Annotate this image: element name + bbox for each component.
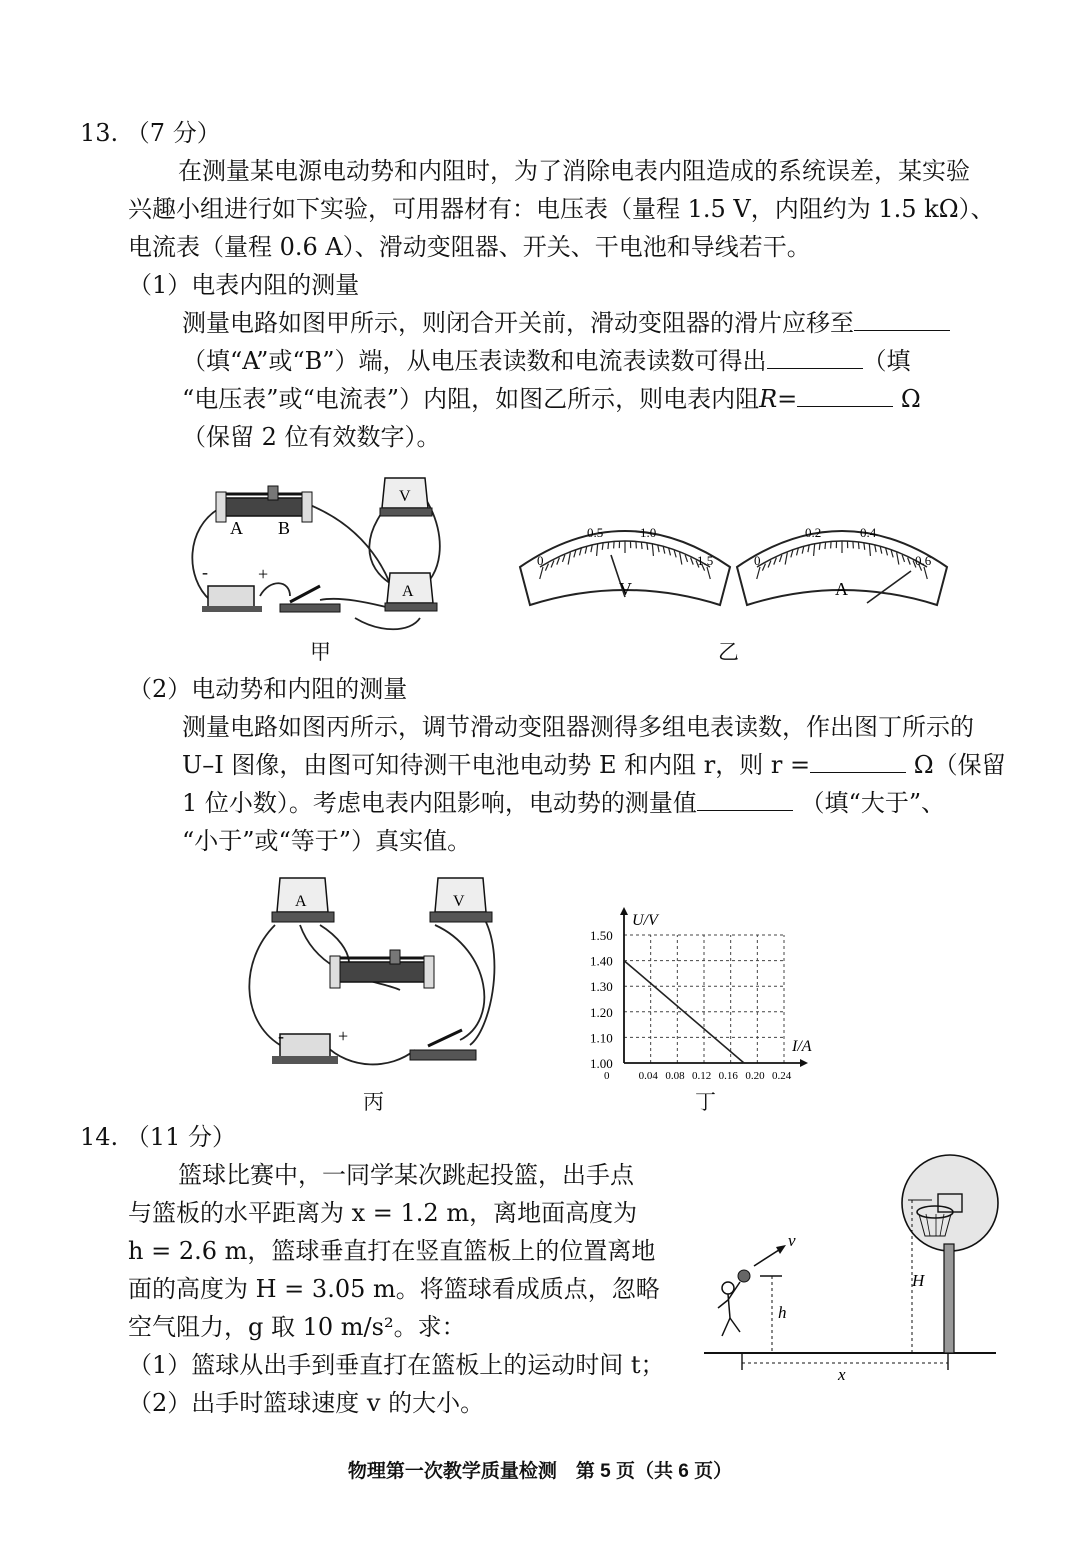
y-tick-label: 1.10	[590, 1030, 613, 1046]
q13-part1-text-3a: “电压表”或“电流表”）内阻，如图乙所示，则电表内阻	[182, 385, 760, 413]
v-tick-1.0: 1.0	[640, 525, 657, 540]
answer-blank-4[interactable]	[810, 771, 906, 773]
dial-tick	[641, 542, 642, 549]
a-tick-0.6: 0.6	[915, 553, 932, 568]
y-tick-label: 1.20	[590, 1004, 613, 1020]
q13-part2-text-3a: 1 位小数）。考虑电表内阻影响，电动势的测量值	[182, 789, 697, 817]
player-figure	[718, 1282, 740, 1336]
q13-part1-line-1	[182, 304, 950, 342]
q13-part2-text-2a: U–I 图像，由图可知待测干电池电动势 E 和内阻 r，则 r =	[182, 751, 811, 779]
a-tick-0.4: 0.4	[860, 525, 877, 540]
a-tick-0: 0	[754, 553, 761, 568]
battery-negative: -	[202, 562, 208, 582]
x-axis-label: I/A	[792, 1038, 812, 1055]
answer-blank-5[interactable]	[697, 809, 793, 811]
voltmeter-letter: V	[399, 488, 411, 505]
dial-tick	[858, 542, 859, 549]
v-tick-0.5: 0.5	[587, 525, 604, 540]
q13-part1-text-2a: （填“A”或“B”）端，从电压表读数和电流表读数可得出	[182, 347, 767, 375]
y-tick-label: 1.30	[590, 979, 613, 995]
caption-yi: 乙	[718, 640, 739, 664]
q14-line-4: 面的高度为 H = 3.05 m。将篮球看成质点，忽略	[128, 1275, 660, 1303]
label-x: x	[838, 1365, 846, 1384]
q14-line-5: 空气阻力，g 取 10 m/s²。求：	[128, 1313, 466, 1341]
ammeter-dial-letter: A	[835, 579, 848, 599]
q14-header: 14. （11 分）	[80, 1123, 236, 1151]
x-tick-label: 0.08	[665, 1070, 685, 1082]
ui-graph-ding	[580, 905, 830, 1090]
q13-part1-title: （1）电表内阻的测量	[128, 271, 360, 299]
ammeter-letter: A	[402, 583, 414, 600]
q13-part2-text-3b: （填“大于”、	[800, 789, 946, 817]
resistance-var: R	[759, 385, 778, 413]
rheostat	[330, 950, 434, 988]
y-axis-label: U/V	[632, 912, 658, 929]
y-tick-label: 1.40	[590, 953, 613, 969]
q14-sub-2: （2）出手时篮球速度 v 的大小。	[128, 1389, 485, 1417]
rheostat	[216, 486, 312, 522]
backboard	[902, 1155, 998, 1251]
switch	[410, 1030, 476, 1060]
label-h: h	[778, 1303, 787, 1322]
label-H: H	[912, 1271, 925, 1290]
ohm-unit: Ω	[900, 385, 921, 413]
caption-jia: 甲	[310, 640, 331, 664]
caption-bing: 丙	[363, 1090, 384, 1114]
dial-tick	[825, 542, 826, 549]
y-tick-label: 1.50	[590, 928, 613, 943]
rheostat-end-a: A	[230, 518, 243, 538]
q13-part2-text-2b: Ω（保留	[913, 751, 1006, 779]
x-axis-arrow	[800, 1059, 808, 1067]
y-tick-label: 1.00	[590, 1056, 613, 1071]
pole	[944, 1244, 954, 1353]
q13-part2-line-2	[182, 746, 1006, 784]
q13-header: 13. （7 分）	[80, 119, 221, 147]
q13-part2-line-3	[182, 784, 945, 822]
q13-part1-line-3	[182, 380, 921, 418]
bing-battery-negative: -	[278, 1026, 284, 1046]
battery	[202, 586, 262, 612]
answer-blank-1[interactable]	[854, 329, 950, 331]
answer-blank-2[interactable]	[767, 367, 863, 369]
q13-part2-line-1: 测量电路如图丙所示，调节滑动变阻器测得多组电表读数，作出图丁所示的	[182, 713, 974, 741]
q14-line-2: 与篮板的水平距离为 x = 1.2 m，离地面高度为	[128, 1199, 638, 1227]
circuit-diagram-jia	[180, 468, 450, 638]
q14-sub-1: （1）篮球从出手到垂直打在篮板上的运动时间 t；	[128, 1351, 665, 1379]
y-axis-arrow	[620, 907, 628, 915]
label-v: v	[788, 1231, 796, 1250]
page-footer: 物理第一次教学质量检测 第 5 页（共 6 页）	[347, 1461, 733, 1482]
equals-sign: =	[777, 385, 798, 413]
battery-positive: +	[258, 564, 269, 584]
x-tick-label: 0.24	[772, 1070, 792, 1082]
bing-voltmeter-letter: V	[453, 893, 465, 910]
x-tick-label: 0.12	[692, 1070, 712, 1082]
x-tick-label: 0.20	[745, 1070, 765, 1082]
x-tick-label: 0	[604, 1070, 610, 1082]
meter-dials-yi	[515, 505, 955, 635]
q13-part1-line-2	[182, 342, 911, 380]
q13-part1-text-1: 测量电路如图甲所示，则闭合开关前，滑动变阻器的滑片应移至	[182, 309, 854, 337]
basketball-diagram	[700, 1148, 1000, 1384]
q13-intro-line-3: 电流表（量程 0.6 A）、滑动变阻器、开关、干电池和导线若干。	[128, 233, 811, 261]
x-tick-label: 0.16	[718, 1070, 738, 1082]
caption-ding: 丁	[695, 1090, 716, 1114]
q13-part2-line-4: “小于”或“等于”）真实值。	[182, 827, 472, 855]
velocity-arrow	[754, 1248, 782, 1266]
v-tick-0: 0	[537, 553, 544, 568]
x-tick-label: 0.04	[638, 1070, 658, 1082]
ball	[738, 1270, 750, 1282]
dial-tick	[608, 542, 609, 549]
a-tick-0.2: 0.2	[805, 525, 822, 540]
circuit-diagram-bing	[240, 870, 510, 1080]
bing-ammeter-letter: A	[295, 893, 307, 910]
q13-intro-line-2: 兴趣小组进行如下实验，可用器材有：电压表（量程 1.5 V，内阻约为 1.5 kΩ）、	[128, 195, 995, 223]
q13-intro-line-1: 在测量某电源电动势和内阻时，为了消除电表内阻造成的系统误差，某实验	[178, 157, 970, 185]
q13-part1-line-4: （保留 2 位有效数字）。	[182, 423, 441, 451]
q14-line-3: h = 2.6 m，篮球垂直打在竖直篮板上的位置离地	[128, 1237, 656, 1265]
rheostat-end-b: B	[278, 518, 291, 538]
q13-part1-text-2b: （填	[862, 347, 911, 375]
v-tick-1.5: 1.5	[697, 553, 714, 568]
bing-battery-positive: +	[338, 1026, 349, 1046]
q14-line-1: 篮球比赛中，一同学某次跳起投篮，出手点	[178, 1161, 634, 1189]
q13-part2-title: （2）电动势和内阻的测量	[128, 675, 408, 703]
voltmeter-dial-letter: V	[619, 579, 632, 599]
answer-blank-3[interactable]	[797, 405, 893, 407]
